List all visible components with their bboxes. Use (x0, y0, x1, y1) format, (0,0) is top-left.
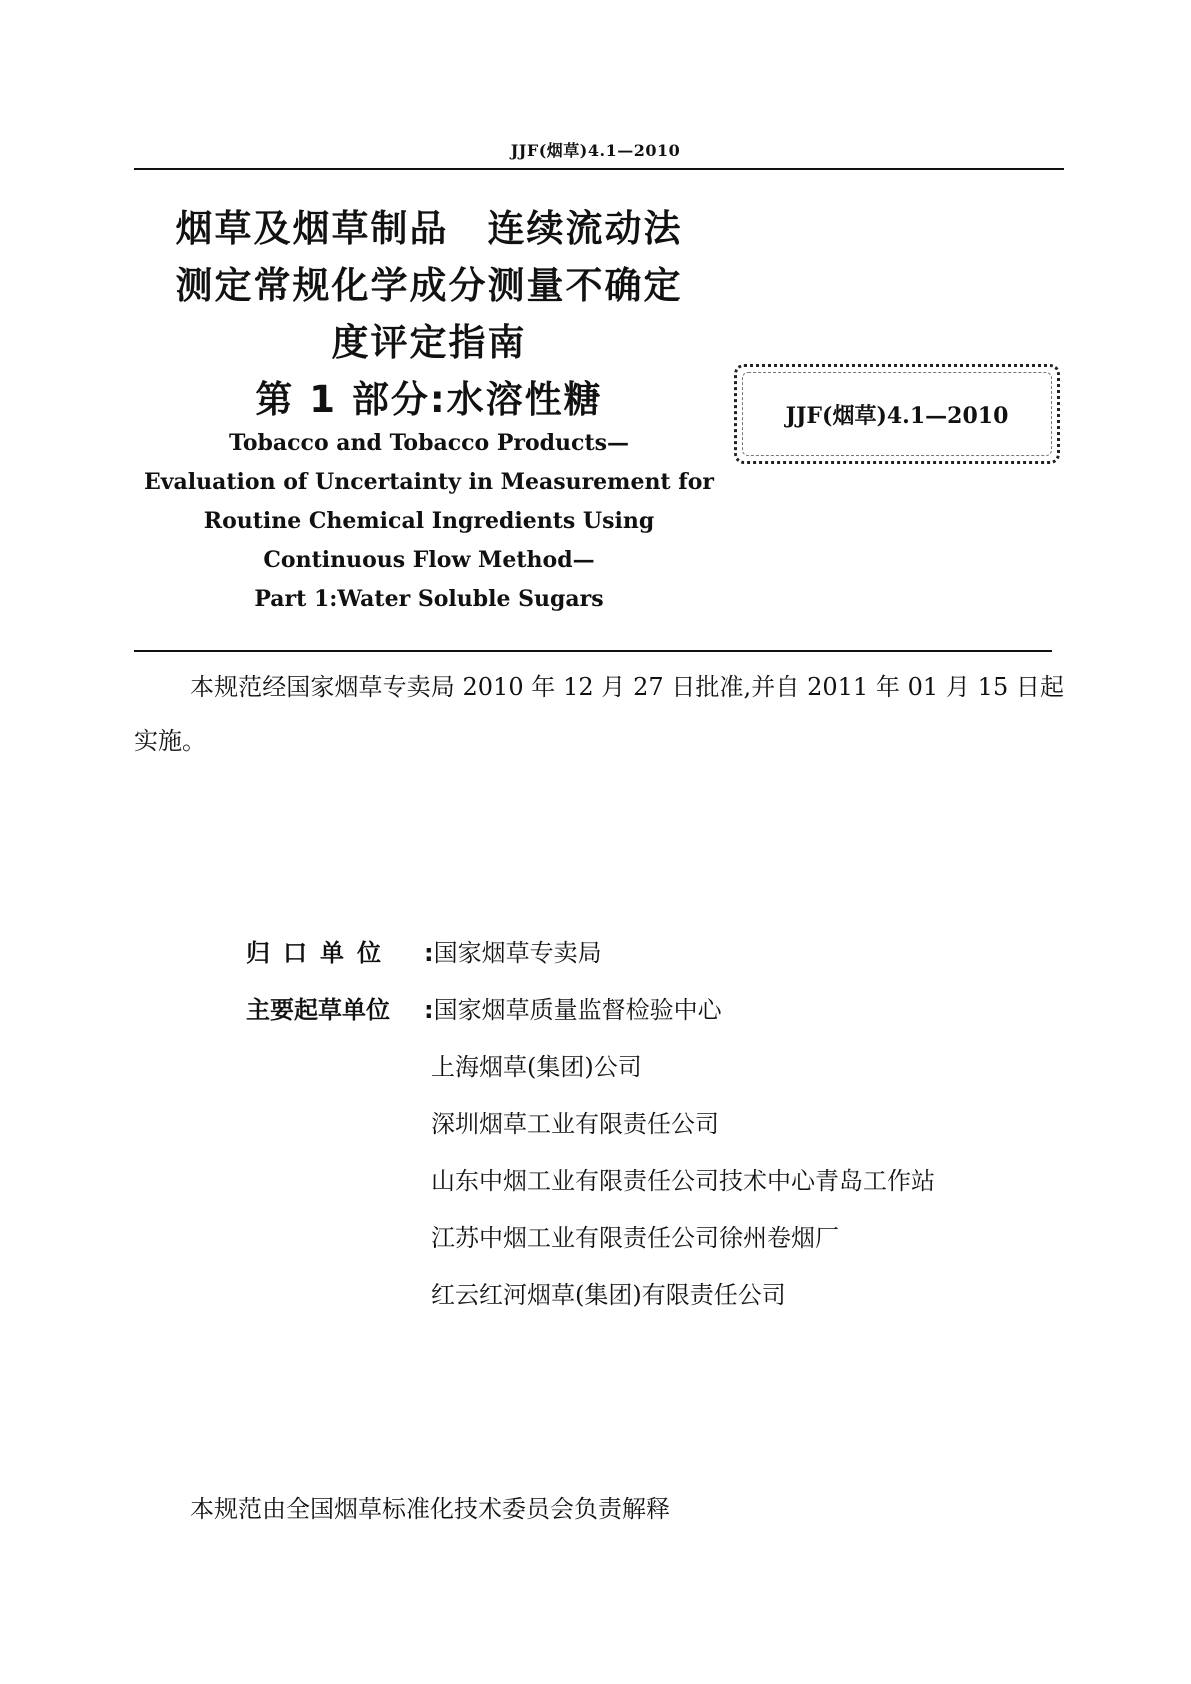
english-title-line: Evaluation of Uncertainty in Measurement for (143, 469, 714, 495)
chinese-title (134, 200, 724, 428)
label-colon: : (424, 939, 434, 967)
drafting-unit-item: 江苏中烟工业有限责任公司徐州卷烟厂 (431, 1224, 839, 1252)
english-title (134, 424, 724, 619)
centralizing-unit-value: 国家烟草专卖局 (433, 939, 602, 967)
drafting-unit-item: 上海烟草(集团)公司 (431, 1053, 642, 1081)
interpretation-statement: 本规范由全国烟草标准化技术委员会负责解释 (190, 1495, 670, 1523)
chinese-title-line: 第 1 部分:水溶性糖 (255, 378, 603, 421)
drafting-unit-item: 山东中烟工业有限责任公司技术中心青岛工作站 (431, 1167, 935, 1195)
label-colon: : (424, 996, 434, 1024)
chinese-title-line: 测定常规化学成分测量不确定 (175, 264, 683, 307)
english-title-line: Tobacco and Tobacco Products— (229, 430, 629, 456)
approval-text: 本规范经国家烟草专卖局 2010 年 12 月 27 日批准,并自 2011 年 01 月 15 日起实施。 (134, 673, 1064, 755)
code-box-text: JJF(烟草)4.1—2010 (785, 403, 1009, 429)
section-rule (134, 650, 1052, 652)
approval-statement (134, 660, 1064, 768)
drafting-unit-item: 红云红河烟草(集团)有限责任公司 (431, 1281, 786, 1309)
english-title-line: Continuous Flow Method— (263, 547, 595, 573)
centralizing-unit-label: 归口单位 (246, 939, 394, 967)
standard-code-box (734, 364, 1060, 464)
english-title-line: Routine Chemical Ingredients Using (203, 508, 655, 534)
drafting-unit-row (246, 995, 1066, 1026)
centralizing-unit-row (246, 938, 1066, 969)
drafting-unit-label: 主要起草单位 (246, 996, 390, 1024)
drafting-unit-item: 深圳烟草工业有限责任公司 (431, 1110, 719, 1138)
chinese-title-line: 度评定指南 (331, 321, 527, 364)
header-standard-code: JJF(烟草)4.1—2010 (510, 141, 681, 160)
chinese-title-line: 烟草及烟草制品 连续流动法 (175, 207, 683, 250)
english-title-line: Part 1:Water Soluble Sugars (254, 586, 604, 612)
drafting-unit-item: 国家烟草质量监督检验中心 (433, 996, 722, 1024)
header-rule (134, 168, 1064, 170)
